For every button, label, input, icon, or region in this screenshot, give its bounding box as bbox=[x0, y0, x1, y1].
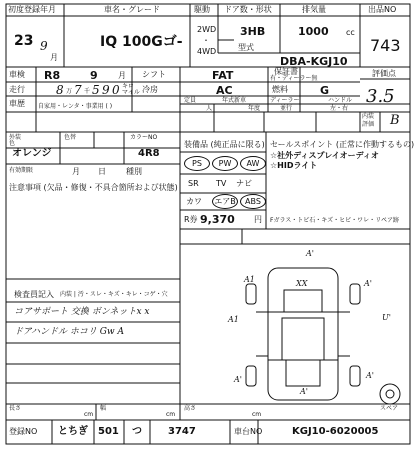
registration-kana: つ bbox=[132, 426, 142, 437]
drive-dot: ・ bbox=[202, 36, 210, 45]
expiry-day-unit: 日 bbox=[98, 167, 106, 176]
color-value: オレンジ bbox=[12, 148, 52, 159]
mileage-digit-4: 9 bbox=[102, 83, 110, 97]
mileage-digit-2: 7 bbox=[74, 83, 82, 97]
ac-value: AC bbox=[216, 84, 233, 97]
doors-value: 3HB bbox=[240, 25, 266, 38]
sales-point-1: ☆社外ディスプレイオーディオ bbox=[270, 151, 379, 160]
color-no-value: 4R8 bbox=[138, 148, 160, 159]
handle-options: 左・右 bbox=[330, 105, 349, 112]
mark-u1: U' bbox=[382, 313, 391, 322]
capacity-unit: 人 bbox=[206, 105, 213, 112]
capacity-label: 定員 bbox=[184, 97, 197, 104]
lot-number: 743 bbox=[370, 36, 401, 55]
sales-points-label: セールスポイント (正常に作動するもの) bbox=[270, 140, 415, 149]
registration-region: とちぎ bbox=[58, 426, 88, 437]
drive-2wd: 2WD bbox=[197, 25, 217, 34]
first-reg-year: 23 bbox=[14, 33, 34, 49]
new-car-year-unit: 年度 bbox=[248, 105, 261, 112]
score-label: 評価点 bbox=[372, 69, 396, 78]
car-damage-diagram bbox=[246, 268, 400, 404]
inspection-unit: 月 bbox=[118, 71, 126, 80]
mark-xx: XX bbox=[296, 279, 308, 288]
recycle-unit: 円 bbox=[254, 215, 262, 224]
warranty-label: 保証書 bbox=[274, 67, 298, 76]
inspection-era: R8 bbox=[44, 69, 61, 82]
fuel-label: 燃料 bbox=[272, 85, 288, 94]
mileage-digit-1: 8 bbox=[56, 83, 64, 97]
mileage-digit-3: 5 bbox=[92, 83, 100, 97]
recycle-value: 9,370 bbox=[200, 213, 235, 226]
model-value: DBA-KGJ10 bbox=[280, 55, 348, 68]
length-label: 長さ bbox=[9, 405, 22, 412]
equipment-label: 装備品 (純正品に限る) bbox=[184, 140, 265, 149]
car-name-label: 車名・グレード bbox=[104, 5, 160, 14]
equip-tv: TV bbox=[216, 179, 227, 188]
mark-a1-bottom-left: A' bbox=[234, 375, 242, 384]
mileage-unit-man: 万 bbox=[66, 88, 73, 95]
warranty-options: 有・ディーラー無 bbox=[270, 75, 318, 82]
shift-label: シフト bbox=[142, 70, 166, 79]
first-reg-label: 初度登録年月 bbox=[8, 5, 56, 14]
displacement-value: 1000 bbox=[298, 25, 329, 38]
chassis-value: KGJ10-6020005 bbox=[292, 426, 379, 437]
first-reg-month-unit: 月 bbox=[50, 53, 58, 62]
sales-point-2: ☆HIDライト bbox=[270, 161, 318, 170]
length-unit: cm bbox=[84, 411, 94, 418]
mark-a1-bottom-center: A' bbox=[300, 387, 308, 396]
displacement-label: 排気量 bbox=[302, 5, 326, 14]
expiry-type-label: 種別 bbox=[126, 167, 142, 176]
notes-label: 注意事項 (欠品・修復・不具合箇所および状態) bbox=[9, 183, 178, 192]
score-value: 3.5 bbox=[366, 86, 395, 107]
mileage-unit-km: キロ bbox=[122, 83, 135, 90]
registration-number: 3747 bbox=[168, 426, 196, 437]
lot-label: 出品NO bbox=[368, 5, 397, 14]
first-reg-month: 9 bbox=[40, 39, 48, 53]
width-label: 幅 bbox=[100, 405, 107, 412]
equip-aw: AW bbox=[240, 156, 266, 171]
drive-label: 駆動 bbox=[194, 5, 210, 14]
expiry-month-unit: 月 bbox=[72, 167, 80, 176]
new-car-year-label: 年式新車 bbox=[222, 97, 247, 104]
handle-label: ハンドル bbox=[328, 97, 353, 104]
spare-label: スペア bbox=[380, 405, 399, 412]
inspection-label: 車検 bbox=[9, 70, 25, 79]
handwritten-note-2: ドアハンドル ホコリ Gw A bbox=[14, 327, 124, 337]
car-name-value: IQ 100Gゴ- bbox=[100, 34, 183, 50]
equip-ps: PS bbox=[184, 156, 210, 171]
equip-airbag: エアB bbox=[212, 194, 238, 209]
height-unit: cm bbox=[252, 411, 262, 418]
history-label: 車歴 bbox=[9, 99, 25, 108]
dealer-label: ディーラー bbox=[270, 97, 300, 104]
door-shape-label: ドア数・形状 bbox=[224, 5, 272, 14]
glass-note: Fガラス・トビ石・キズ・ヒビ・ワレ・リペア跡 bbox=[270, 217, 400, 224]
recycle-label: R券 bbox=[184, 215, 198, 224]
color-no-label: カラーNO bbox=[130, 134, 158, 141]
mileage-label: 走行 bbox=[9, 85, 25, 94]
mark-a1-left-top: A1 bbox=[244, 275, 255, 284]
mileage-digit-5: 0 bbox=[112, 83, 120, 97]
mileage-unit-mile: マイル bbox=[122, 89, 140, 96]
mark-a1-left-mid: A1 bbox=[228, 315, 239, 324]
inspector-tabs: 内装 | 汚・スレ・キズ・キレ・コゲ・穴 bbox=[60, 291, 168, 298]
color-change-label: 色替 bbox=[64, 134, 77, 141]
equip-leather: カワ bbox=[186, 197, 202, 206]
interior-value: B bbox=[390, 113, 400, 128]
color-label-2: 色 bbox=[9, 140, 16, 147]
mark-a1-right-top: A' bbox=[364, 279, 372, 288]
color-label-1: 外装 bbox=[9, 134, 22, 141]
equip-abs: ABS bbox=[240, 194, 266, 209]
fuel-value: G bbox=[320, 84, 330, 97]
mileage-unit-sen: 千 bbox=[84, 88, 91, 95]
history-options: 自家用・レンタ・事業用 ( ) bbox=[38, 103, 113, 110]
equip-sr: SR bbox=[188, 179, 199, 188]
expiry-label: 有効期限 bbox=[9, 167, 34, 174]
registration-label: 登録NO bbox=[9, 427, 38, 436]
registration-class: 501 bbox=[98, 426, 119, 437]
width-unit: cm bbox=[166, 411, 176, 418]
equip-navi: ナビ bbox=[236, 179, 252, 188]
mark-a1-top: A' bbox=[306, 249, 314, 258]
inspection-month: 9 bbox=[90, 69, 98, 82]
interior-label-1: 内装 bbox=[362, 113, 375, 120]
ac-label: 冷房 bbox=[142, 85, 158, 94]
mark-a1-bottom-right: A' bbox=[366, 371, 374, 380]
dealer-value: 並行 bbox=[280, 105, 293, 112]
height-label: 高さ bbox=[184, 405, 197, 412]
inspector-label: 検査員記入 bbox=[14, 290, 54, 299]
drive-4wd: 4WD bbox=[197, 47, 217, 56]
shift-value: FAT bbox=[212, 69, 234, 82]
interior-label-2: 評価 bbox=[362, 121, 375, 128]
chassis-label: 車台NO bbox=[234, 427, 263, 436]
equip-pw: PW bbox=[212, 156, 238, 171]
displacement-unit: cc bbox=[346, 28, 355, 37]
handwritten-note-1: コアサポート 交換 ボンネットx x bbox=[14, 307, 150, 317]
model-label: 型式 bbox=[238, 43, 254, 52]
